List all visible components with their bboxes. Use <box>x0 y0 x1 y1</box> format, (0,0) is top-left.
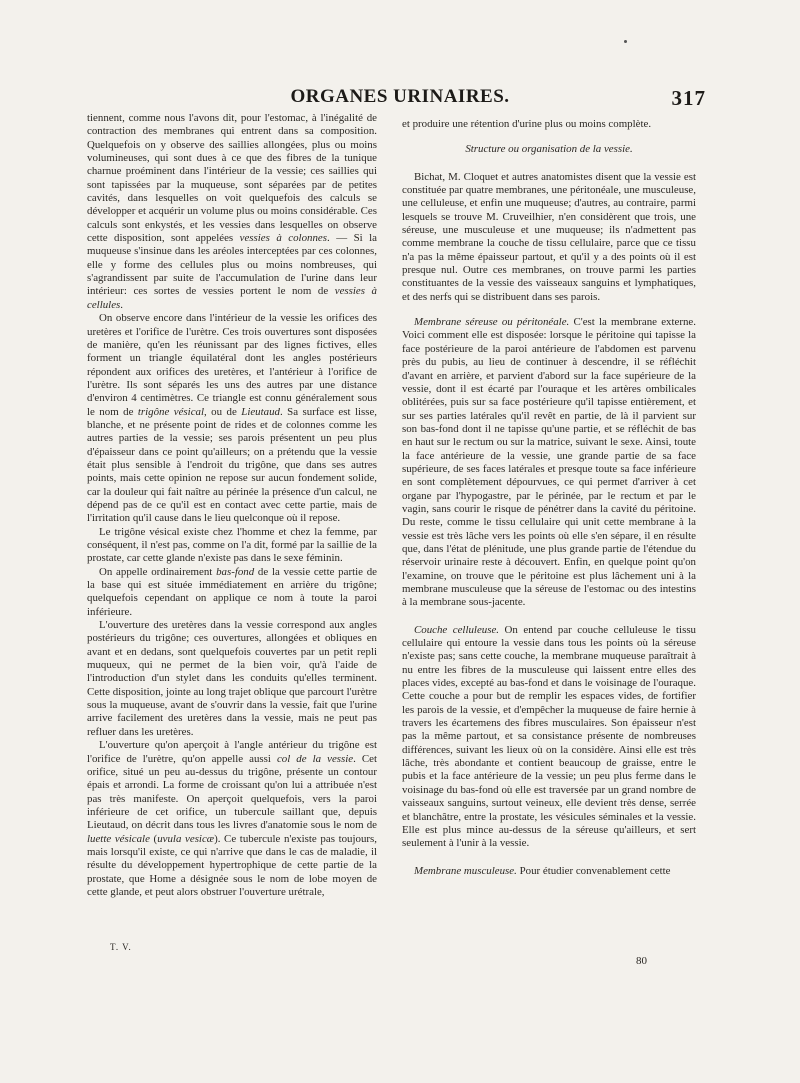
signature-mark: T. V. <box>110 942 132 952</box>
subsection-title: Membrane musculeuse. <box>414 864 517 877</box>
paragraph: Le trigône vésical existe chez l'homme et chez la femme, par conséquent, il n'est pas, comme on l'a dit, formé par la saillie de la prostate, car cette glande n'existe pas dans le sexe féminin. <box>87 525 377 565</box>
running-title: ORGANES URINAIRES. <box>290 86 510 107</box>
subsection-title: Membrane séreuse ou péritonéale. <box>414 316 570 329</box>
paragraph: et produire une rétention d'urine plus ou moins complète. <box>402 118 652 130</box>
right-column <box>402 118 696 878</box>
paragraph: Couche celluleuse. On entend par couche celluleuse le tissu cellulaire qui entoure la vessie dans tous les points où la séreuse n'existe pas; sans cette couche, la membrane muqueuse paraîtrait à nu entre les fibres de la musculeuse qui laissent entre elles des places vides, excepté au bas-fond et dans le voisinage de l'ouraque. Cette couche a pour but de remplir les espaces vides, de fortifier les parois de la vessie, et d'empêcher la muqueuse de faire hernie à travers les écartemens des fibres musculaires. Son épaisseur n'est pas la même partout, et sa consistance présente de nombreuses différences, suivant les lieux où on la considère. Ainsi elle est très lâche, très abondante et contient beaucoup de graisse, entre le pubis et la face antérieure de la vessie; un peu plus ferme dans le voisinage du bas-fond où elle est traversée par un grand nombre de vaisseaux sanguins, surtout veineux, elle devient très dense, serrée et blanchâtre, entre la prostate, les vésicules séminales et la vessie. Elle est plus mince au-dessus de la séreuse qu'ailleurs, et sert seulement à l'unir à la vessie. <box>402 623 697 850</box>
page-number: 317 <box>671 86 706 110</box>
ink-speck <box>624 40 627 43</box>
paragraph: Membrane séreuse ou péritonéale. C'est la membrane externe. Voici comment elle est disposée: lorsque le péritoine qui tapisse la face postérieure de la paroi antérieure de l'abdomen est parvenu près du pubis, au lieu de continuer à descendre, il se réfléchit d'avant en arrière, et parvient d'abord sur la face supérieure de la vessie, dont il est écarté par l'ouraque et les artères ombilicales oblitérées, puis sur sa face postérieure qu'il tapisse entièrement, et sur ses parties latérales qu'il revêt en partie, de là il parvient sur son bas-fond dont il ne tapisse qu'une partie, et se réfléchit de bas en haut sur le rectum ou sur la matrice, suivant le sexe. Ainsi, toute la face antérieure de la vessie, une grande partie de sa face supérieure, de ses faces latérales et presque toute sa face inférieure en sont complètement dépourvues, ce qui permet d'arriver à cet organe par l'hypogastre, par le périnée, par le rectum et par le vagin, sans courir le risque de pénétrer dans la cavité du péritoine. Du reste, comme le tissu cellulaire qui unit cette membrane à la vessie est très lâche vers les points où elle s'en sépare, il en résulte que, dans l'état de plénitude, une plus grande partie de l'étendue du réservoir urinaire reste à découvert. Enfin, en quelque point qu'on l'examine, on trouve que le péritoine est plus lâchement uni à la membrane musculeuse que la séreuse de l'estomac ou des intestins à la membrane sous-jacente. <box>402 316 696 609</box>
sheet-number: 80 <box>636 955 647 967</box>
paragraph: On appelle ordinairement bas-fond de la vessie cette partie de la base qui est située immédiatement en arrière du trigône; quelquefois cependant on applique ce nom à toute la paroi inférieure. <box>87 565 377 618</box>
section-heading: Structure ou organisation de la vessie. <box>465 143 633 156</box>
paragraph: On observe encore dans l'intérieur de la vessie les orifices des uretères et l'orifice de l'urètre. Ces trois ouvertures sont disposées de manière, qu'en les réunissant par des lignes fictives, elles forment un triangle équilatéral dont les angles postérieurs répondent aux orifices des uretères, et l'antérieur à l'orifice de l'urètre. Ils sont séparés les uns des autres par une distance d'environ 4 centimètres. Ce triangle est connu généralement sous le nom de trigône vésical, ou de Lieutaud. Sa surface est lisse, blanche, et ne présente point de rides et de colonnes comme les autres parties de la vessie; ses parois présentent un peu plus d'épaisseur dans ce point qu'ailleurs; on a prétendu que la vessie était plus sensible à l'endroit du trigône, que dans ses autres points, mais cette opinion ne repose sur aucun fondement solide, car la douleur qui fait naître au périnée la présence d'un calcul, ne dépend pas de ce qu'il est en contact avec cette partie, mais de l'irritation qu'il cause dans le lieu quelconque où il repose. <box>87 312 378 525</box>
paragraph: tiennent, comme nous l'avons dit, pour l'estomac, à l'inégalité de contraction des membranes qui entrent dans sa composition. Quelquefois on y observe des saillies allongées, plus ou moins volumineuses, qui sont dues à ce que des fibres de la tunique charnue proéminent dans l'intérieur de la vessie; ces saillies qui sont tapissées par la muqueuse, sont séparées par de petites cavités, dans lesquelles on voit quelquefois des calculs se développer et acquérir un volume plus ou moins considérable. Ces calculs sont enkystés, et les vessies dans lesquelles on observe cette disposition, sont appelées vessies à colonnes. — Si la muqueuse s'insinue dans les aréoles interceptées par ces colonnes, elle y forme des cellules plus ou moins nombreuses, qui s'agrandissent par suite de l'accumulation de l'urine dans leur intérieur: ces sortes de vessies portent le nom de vessies à cellules. <box>87 112 377 311</box>
paragraph: Bichat, M. Cloquet et autres anatomistes disent que la vessie est constituée par quatre membranes, une péritonéale, une musculeuse, une celluleuse, et enfin une muqueuse; d'autres, au contraire, parmi lesquels se trouve M. Cruveilhier, n'en considèrent que trois, une séreuse, une musculeuse et une muqueuse; ils n'admettent pas comme membrane la couche de tissu cellulaire, parce que ce tissu n'a pas la même épaisseur partout, et qu'il y a des points où il est presque nul. Outre ces membranes, on trouve parmi les parties constituantes de la vessie des vaisseaux sanguins et lymphatiques, et des nerfs qui se distribuent dans ses parois. <box>402 170 696 303</box>
paragraph: L'ouverture des uretères dans la vessie correspond aux angles postérieurs du trigône; ces ouvertures, allongées et obliques en avant et en dedans, sont quelquefois couvertes par un petit repli muqueux, qui ne permet de la bien voir, qu'à l'aide de l'introduction d'un stylet dans les conduits qu'elles terminent. Cette disposition, jointe au long trajet oblique que parcourt l'urètre sous la muqueuse, avant de s'ouvrir dans la vessie, fait que l'urine arrive facilement des uretères dans la vessie, mais ne peut pas refluer dans les uretères. <box>87 619 377 738</box>
left-column <box>87 112 377 899</box>
paragraph: Membrane musculeuse. Pour étudier convenablement cette <box>414 864 671 877</box>
subsection-title: Couche celluleuse. <box>414 623 500 636</box>
paragraph: L'ouverture qu'on aperçoit à l'angle antérieur du trigône est l'orifice de l'urètre, qu'on appelle aussi col de la vessie. Cet orifice, situé un peu au-dessus du trigône, présente un contour épais et arrondi. La forme de croissant qu'on lui a attribuée n'est pas très manifeste. On aperçoit quelquefois, vers la paroi inférieure de cet orifice, un tubercule saillant que, depuis Lieutaud, on décrit dans tous les livres d'anatomie sous le nom de luette vésicale (uvula vesicæ). Ce tubercule n'existe pas toujours, mais lorsqu'il existe, ce qui n'arrive que dans le cas de maladie, il résulte du développement hypertrophique de cette partie de la prostate, que Home a désignée sous le nom de lobe moyen de cette glande, et peut alors obstruer l'ouverture urétrale, <box>87 739 377 898</box>
